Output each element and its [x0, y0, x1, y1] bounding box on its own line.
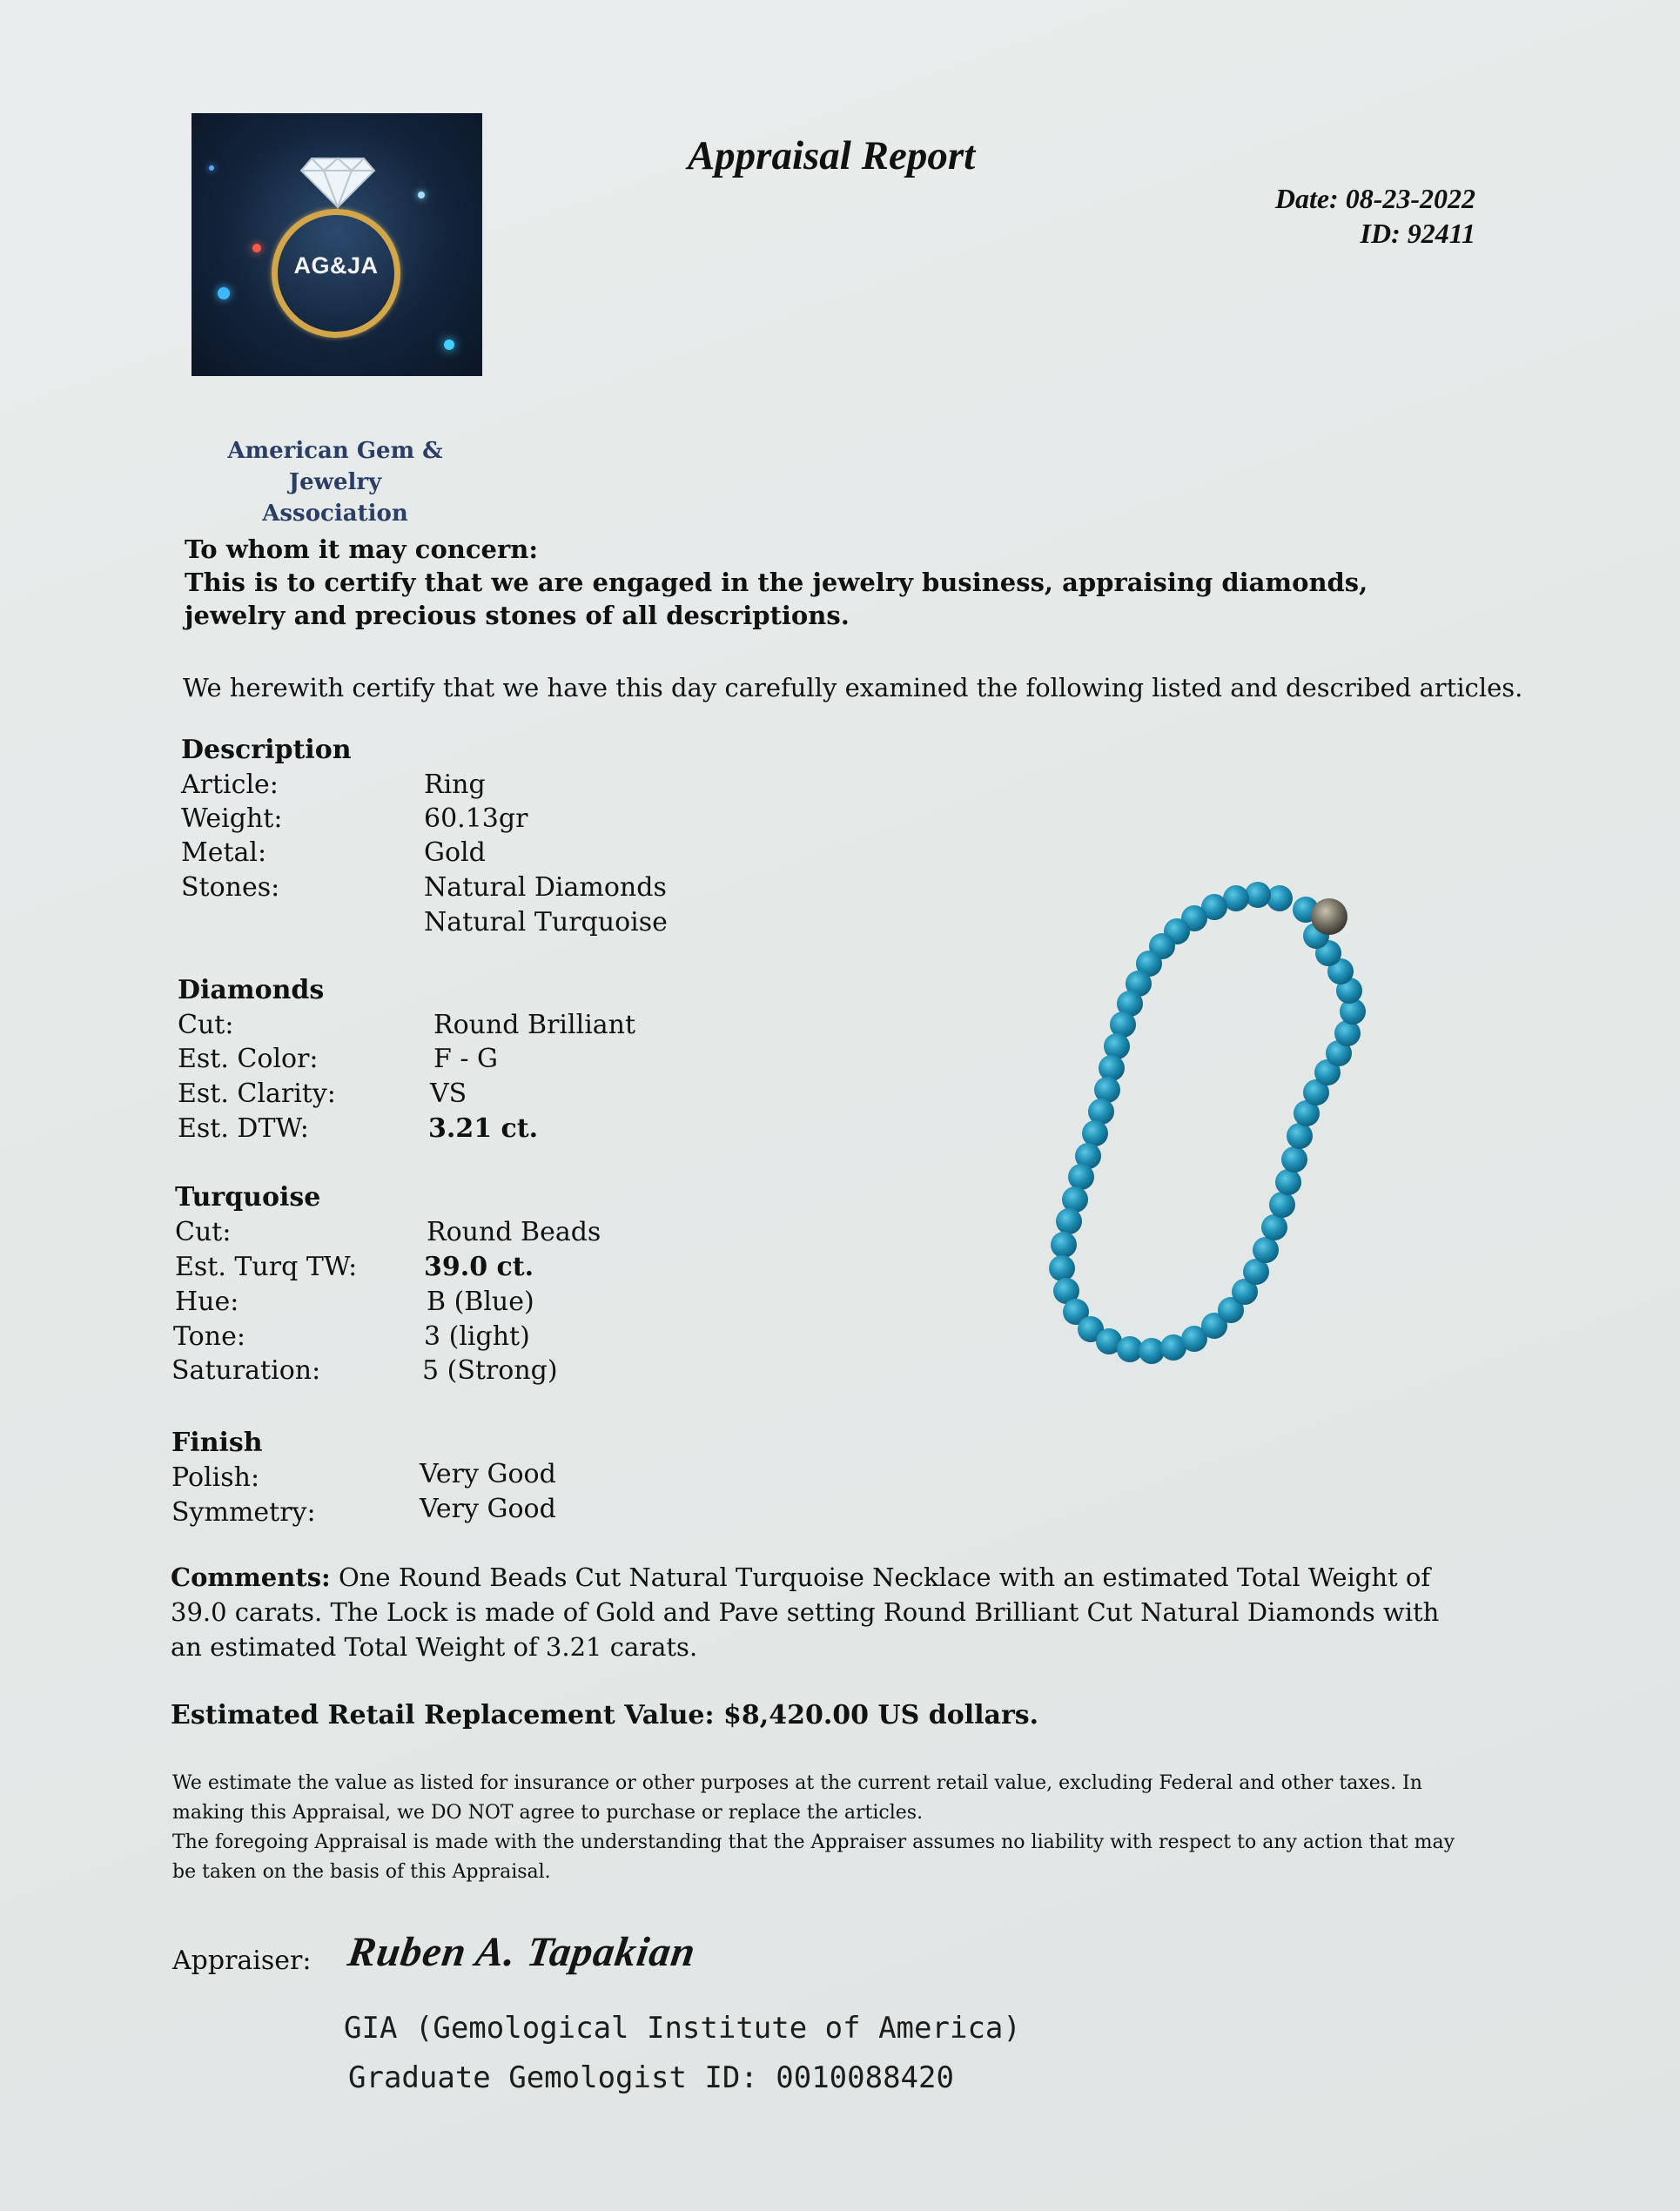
row-value: 5 (Strong)	[422, 1355, 558, 1386]
diamond-icon	[299, 157, 376, 209]
turquoise-bead	[1104, 1033, 1130, 1059]
report-id: ID: 92411	[1360, 218, 1475, 249]
turquoise-bead	[1261, 1214, 1287, 1240]
turquoise-bead	[1267, 885, 1293, 911]
comments-label: Comments:	[171, 1562, 331, 1592]
row-label: Weight:	[181, 803, 283, 834]
row-value: F - G	[433, 1044, 498, 1074]
turquoise-beads	[1049, 882, 1366, 1364]
row-value: 3 (light)	[424, 1321, 530, 1352]
turquoise-bead	[1245, 882, 1271, 908]
turquoise-bead	[1082, 1120, 1108, 1146]
row-value: Gold	[424, 837, 486, 868]
retail-value: Estimated Retail Replacement Value: $8,420.00 US dollars.	[171, 1700, 1039, 1730]
comments-block	[171, 1560, 1468, 1664]
row-label: Hue:	[175, 1287, 239, 1317]
disclaimer	[172, 1769, 1469, 1887]
row-label: Tone:	[173, 1321, 245, 1352]
row-value: Round Brilliant	[433, 1010, 636, 1040]
turquoise-bead	[1139, 1338, 1165, 1364]
report-date: Date: 08-23-2022	[1274, 183, 1475, 214]
row-value: Ring	[424, 769, 486, 800]
turquoise-bead	[1099, 1055, 1125, 1081]
row-label: Est. Clarity:	[178, 1079, 336, 1109]
turquoise-bead	[1056, 1208, 1082, 1234]
row-value: Very Good	[420, 1494, 556, 1524]
row-value: Natural Turquoise	[424, 907, 668, 937]
section-title-diamonds: Diamonds	[178, 975, 325, 1005]
turquoise-bead	[1269, 1192, 1295, 1218]
organization-name-line2: Association	[262, 501, 408, 527]
row-value: B (Blue)	[427, 1287, 534, 1317]
turquoise-bead	[1253, 1237, 1279, 1263]
organization-name-line1: American Gem & Jewelry	[227, 438, 443, 495]
section-title-turquoise: Turquoise	[175, 1182, 321, 1213]
gemologist-id: Graduate Gemologist ID: 0010088420	[348, 2060, 954, 2095]
logo-text: AG&JA	[293, 252, 379, 279]
row-value: Round Beads	[427, 1217, 601, 1247]
section-title-description: Description	[181, 735, 352, 765]
examination-statement: We herewith certify that we have this day carefully examined the following listed and described articles.	[183, 673, 1523, 702]
row-label: Article:	[181, 769, 279, 800]
row-label: Stones:	[181, 872, 280, 903]
certify-statement: This is to certify that we are engaged in the jewelry business, appraising diamonds, jewelry and precious stones of all descriptions.	[185, 568, 1368, 630]
association-logo	[192, 113, 482, 376]
disclaimer-line1: We estimate the value as listed for insurance or other purposes at the current retail value, excluding Federal and other taxes. In making this Appraisal, we DO NOT agree to purchase or replace the articles.	[172, 1772, 1422, 1824]
row-value: 3.21 ct.	[428, 1113, 539, 1144]
disclaimer-line2: The foregoing Appraisal is made with the understanding that the Appraiser assumes no liability with respect to any action that may be taken on the basis of this Appraisal.	[172, 1831, 1455, 1883]
row-label: Metal:	[181, 837, 267, 868]
row-label: Est. DTW:	[178, 1113, 309, 1144]
appraiser-signature: Ruben A. Tapakian	[345, 1929, 699, 1975]
row-label: Cut:	[178, 1010, 234, 1040]
necklace-photo	[992, 862, 1445, 1489]
row-value: 60.13gr	[424, 803, 528, 834]
row-label: Est. Turq TW:	[175, 1252, 358, 1282]
row-value: Very Good	[420, 1459, 556, 1489]
organization-name	[187, 435, 483, 529]
row-label: Saturation:	[171, 1355, 321, 1386]
appraiser-label: Appraiser:	[172, 1946, 312, 1976]
turquoise-bead	[1068, 1164, 1094, 1190]
greeting: To whom it may concern:	[185, 534, 539, 564]
turquoise-bead	[1049, 1255, 1075, 1281]
row-label: Symmetry:	[171, 1497, 316, 1528]
row-label: Est. Color:	[178, 1044, 319, 1074]
row-value: Natural Diamonds	[424, 872, 667, 903]
turquoise-bead	[1281, 1146, 1307, 1173]
turquoise-bead	[1287, 1123, 1313, 1149]
row-value: VS	[430, 1079, 467, 1109]
turquoise-bead	[1051, 1232, 1077, 1258]
page-title: Appraisal Report	[687, 133, 976, 178]
row-value: 39.0 ct.	[424, 1252, 534, 1282]
row-label: Cut:	[175, 1217, 232, 1247]
diamond-clasp	[1311, 898, 1347, 935]
section-title-finish: Finish	[171, 1428, 263, 1458]
row-label: Polish:	[171, 1462, 260, 1493]
gia-credential: GIA (Gemological Institute of America)	[344, 2011, 1021, 2046]
turquoise-bead	[1334, 1020, 1361, 1046]
turquoise-bead	[1275, 1169, 1301, 1195]
comments-text: One Round Beads Cut Natural Turquoise Necklace with an estimated Total Weight of 39.0 carats. The Lock is made of Gold and Pave setting Round Brilliant Cut Natural Diamonds with an estimated Total Weight of 3.21 carats.	[171, 1562, 1440, 1662]
